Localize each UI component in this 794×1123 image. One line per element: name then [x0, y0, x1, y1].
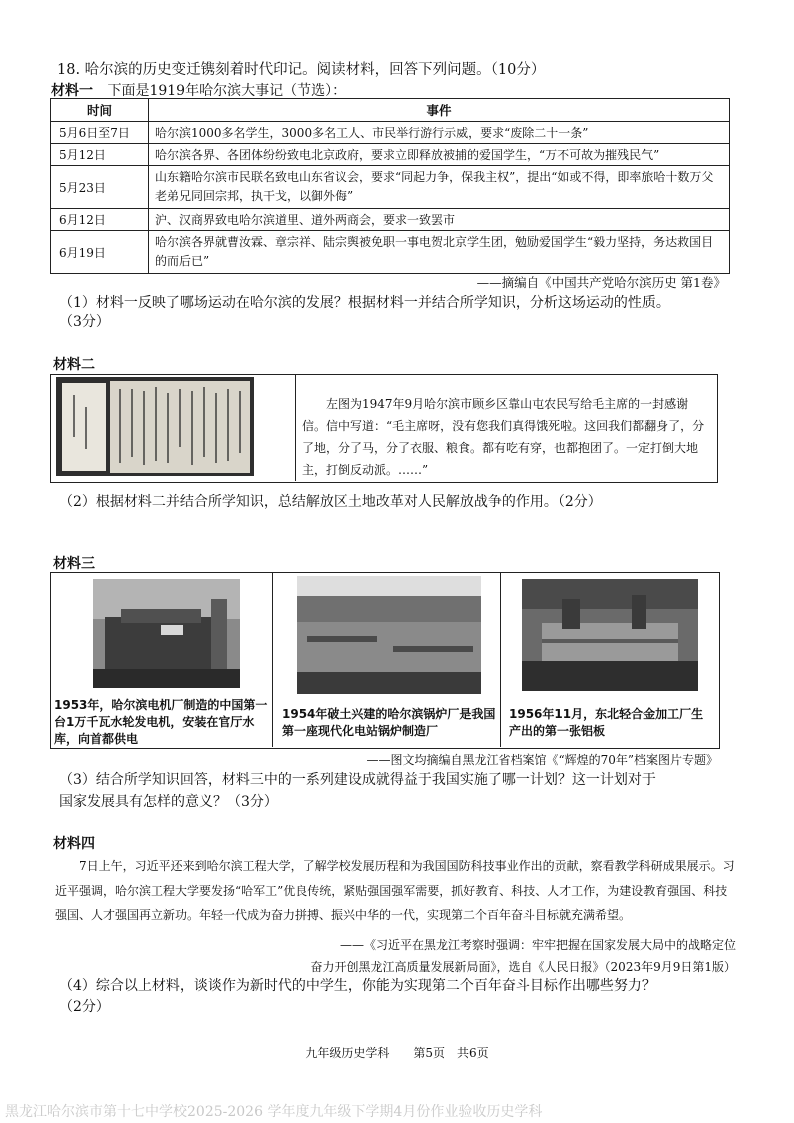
- question-1-line1: （1）材料一反映了哪场运动在哈尔滨的发展？根据材料一并结合所学知识，分析这场运动的性质。: [59, 295, 670, 311]
- material2-divider: [295, 374, 296, 481]
- question-3-line2: 国家发展具有怎样的意义？（3分）: [59, 794, 278, 810]
- row-event: 哈尔滨各界就曹汝霖、章宗祥、陆宗舆被免职一事电贺北京学生团，勉励爱国学生“毅力坚持，务达救国目的而后已”: [149, 231, 730, 274]
- row-event: 沪、汉商界致电哈尔滨道里、道外两商会，要求一致罢市: [149, 209, 730, 231]
- boiler-factory-photo: [297, 576, 481, 694]
- material4-text: 7日上午，习近平还来到哈尔滨工程大学，了解学校发展历程和为我国国防科技事业作出的贡献，察看教学科研成果展示。习近平强调，哈尔滨工程大学要发扬“哈军工”优良传统，紧贴强国强军需要，抓好教育、科技、人才工作，为建设教育强国、科技强国、人才强国再立新功。年轻一代成为奋力拼搏、振兴中华的一代，实现第二个百年奋斗目标就充满希望。: [55, 859, 735, 922]
- header-event: 事件: [149, 99, 730, 122]
- table-header-row: [51, 99, 730, 122]
- row-event: 哈尔滨各界、各团体纷纷致电北京政府，要求立即释放被捕的爱国学生，“万不可故为摧残民气”: [149, 144, 730, 166]
- table-row: [51, 144, 730, 166]
- table-row: [51, 231, 730, 274]
- material4-label: 材料四: [53, 836, 95, 852]
- material1-intro: 下面是1919年哈尔滨大事记（节选）：: [107, 83, 347, 99]
- row-date: 5月23日: [51, 166, 149, 209]
- question-title: 18. 哈尔滨的历史变迁镌刻着时代印记。阅读材料，回答下列问题。（10分）: [57, 62, 546, 78]
- material4-source-line2: 奋力开创黑龙江高质量发展新局面》，选自《人民日报》（2023年9月9日第1版）: [310, 960, 736, 974]
- question-3-line1: （3）结合所学知识回答，材料三中的一系列建设成就得益于我国实施了哪一计划？这一计划对于: [59, 772, 656, 788]
- table-row: [51, 209, 730, 231]
- question-4-line2: （2分）: [59, 999, 110, 1015]
- page-footer: 九年级历史学科 第5页 共6页: [305, 1046, 489, 1060]
- material2-text: 左图为1947年9月哈尔滨市顾乡区靠山屯农民写给毛主席的一封感谢信。信中写道：“毛主席呀，没有您我们真得饿死啦。这回我们都翻身了，分了地，分了马，分了衣服、粮食。都有吃有穿，也都抱团了。一定打倒大地主，打倒反动派。……”: [302, 397, 705, 477]
- header-time: 时间: [51, 99, 149, 122]
- material3-divider-1: [272, 572, 273, 747]
- question-4-line1: （4）综合以上材料，谈谈作为新时代的中学生，你能为实现第二个百年奋斗目标作出哪些努力？: [59, 978, 656, 994]
- row-date: 6月12日: [51, 209, 149, 231]
- handwritten-letter-photo: [56, 377, 254, 476]
- material3-label: 材料三: [53, 556, 95, 572]
- row-date: 6月19日: [51, 231, 149, 274]
- row-event: 山东籍哈尔滨市民联名致电山东省议会，要求“同起力争，保我主权”，提出“如或不得，即率旅哈十数万父老弟兄同回宗邦，执干戈，以御外侮”: [149, 166, 730, 209]
- events-table: [50, 98, 730, 274]
- watermark: 黑龙江哈尔滨市第十七中学校2025-2026 学年度九年级下学期4月份作业验收历史学科: [5, 1104, 543, 1120]
- material1-label: 材料一: [51, 83, 93, 99]
- table-row: [51, 166, 730, 209]
- caption-aluminum-plate: 1956年11月，东北轻合金加工厂生产出的第一张铝板: [509, 707, 704, 738]
- table-row: [51, 122, 730, 144]
- material4-source-line1: ——《习近平在黑龙江考察时强调：牢牢把握在国家发展大局中的战略定位: [339, 938, 736, 952]
- aluminum-plate-photo: [522, 579, 698, 691]
- material2-label: 材料二: [53, 357, 95, 373]
- material3-source: ——图文均摘编自黑龙江省档案馆《“辉煌的70年”档案图片专题》: [366, 753, 718, 767]
- question-2: （2）根据材料二并结合所学知识，总结解放区土地改革对人民解放战争的作用。（2分）: [59, 494, 602, 510]
- row-date: 5月12日: [51, 144, 149, 166]
- row-event: 哈尔滨1000多名学生，3000多名工人、市民举行游行示威，要求“废除二十一条”: [149, 122, 730, 144]
- question-1-line2: （3分）: [59, 314, 110, 330]
- row-date: 5月6日至7日: [51, 122, 149, 144]
- caption-generator: 1953年，哈尔滨电机厂制造的中国第一台1万千瓦水轮发电机，安装在官厅水库，向首都供电: [54, 698, 268, 746]
- caption-boiler-factory: 1954年破土兴建的哈尔滨锅炉厂是我国第一座现代化电站锅炉制造厂: [282, 707, 496, 738]
- material1-heading: [51, 80, 346, 100]
- generator-photo: [93, 579, 240, 688]
- material1-source: ——摘编自《中国共产党哈尔滨历史 第1卷》: [476, 275, 726, 290]
- material3-divider-2: [500, 572, 501, 747]
